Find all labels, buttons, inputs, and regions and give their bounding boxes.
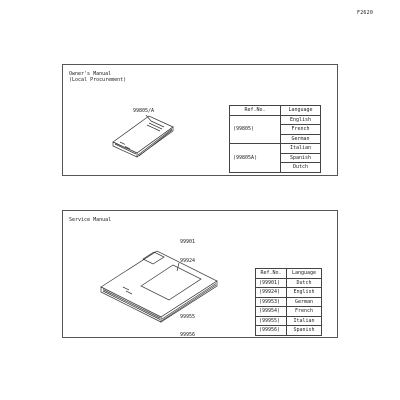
language-header: Language [287,269,322,279]
service-manual-ref-table [255,268,322,336]
language-cell: Dutch [281,163,321,173]
ref-no-cell: (99956) [256,326,287,336]
language-cell: Spanish [287,326,322,336]
language-cell: English [287,288,322,298]
ref-no-cell: (99901) [256,278,287,288]
part-number: 99955 [180,313,196,320]
language-cell: Italian [281,144,321,154]
ref-no-cell: (99955) [256,316,287,326]
ref-no-header: Ref.No. [256,269,287,279]
language-cell: Dutch [287,278,322,288]
ref-no-cell: (99805A) [230,144,281,173]
language-cell: German [287,297,322,307]
service-manual-title: Service Manual [69,217,112,223]
language-cell: German [281,134,321,144]
ref-no-cell: (99924) [256,288,287,298]
language-header: Language [281,106,321,116]
ref-no-header: Ref.No. [230,106,281,116]
language-cell: Spanish [281,153,321,163]
part-number: 99956 [180,332,196,339]
ref-no-cell: (99805) [230,115,281,144]
language-cell: French [287,307,322,317]
owners-manual-part-number: 99805/A [133,108,155,114]
page-code: F2620 [357,10,374,16]
owners-manual-title: Owner's Manual [69,71,112,77]
owners-manual-ref-table [229,105,321,173]
language-cell: French [281,125,321,135]
part-number: 99901 [180,239,196,246]
language-cell: English [281,115,321,125]
owners-manual-subtitle: (Local Procurement) [69,77,127,83]
book-cover [101,251,217,317]
ref-no-cell: (99954) [256,307,287,317]
service-manual-panel [62,210,338,338]
part-number: 99924 [180,258,196,265]
language-cell: Italian [287,316,322,326]
ref-no-cell: (99953) [256,297,287,307]
owners-manual-panel [62,64,338,176]
